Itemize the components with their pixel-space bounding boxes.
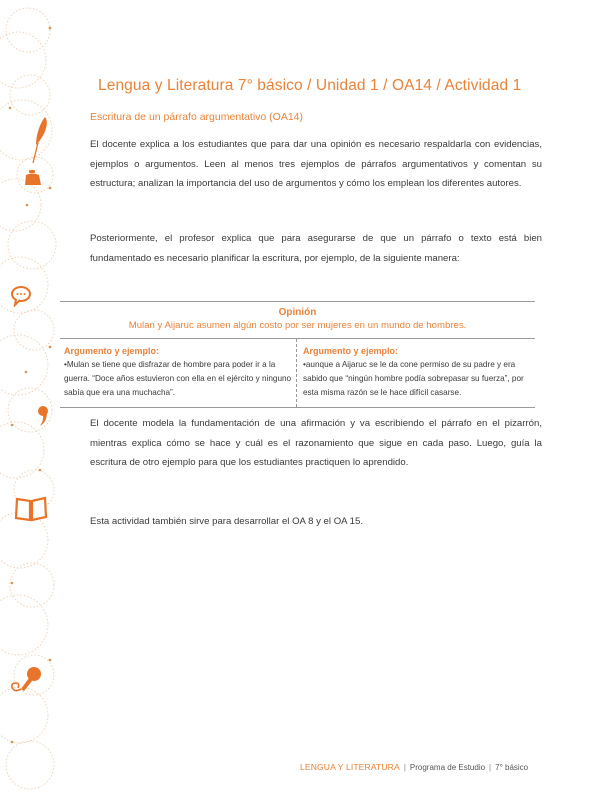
argument-planning-table xyxy=(60,301,535,408)
opinion-row xyxy=(60,302,535,339)
footer-program: Programa de Estudio xyxy=(409,763,486,772)
comma-icon xyxy=(37,405,49,427)
argument-column-1 xyxy=(60,339,297,407)
arguments-row xyxy=(60,339,535,408)
inkpot-icon xyxy=(23,170,43,186)
footer-subject: LENGUA Y LITERATURA xyxy=(300,762,400,772)
opinion-label: Opinión xyxy=(278,307,317,318)
paragraph-planning: Posteriormente, el profesor explica que para asegurarse de que un párrafo o texto está bien fundamentado es necesario planificar la escritura, por ejemplo, de la siguiente manera: xyxy=(90,233,542,264)
microphone-icon xyxy=(8,665,44,695)
page-footer xyxy=(300,762,528,772)
footer-separator: | xyxy=(403,763,406,772)
argument-label: Argumento y ejemplo: xyxy=(64,346,160,356)
paragraph-note: Esta actividad también sirve para desarrollar el OA 8 y el OA 15. xyxy=(90,516,364,527)
argument-column-2 xyxy=(297,339,535,407)
speech-bubble-icon xyxy=(10,285,32,307)
argument-text: •Mulan se tiene que disfrazar de hombre para poder ir a la guerra. “Doce años estuvieron con ella en el ejército y ninguno sabía que era una muchacha”. xyxy=(64,360,292,397)
opinion-text: Mulan y Aijaruc asumen algún costo por ser mujeres en un mundo de hombres. xyxy=(128,320,467,331)
footer-separator: | xyxy=(489,763,492,772)
paragraph-intro: El docente explica a los estudiantes que para dar una opinión es necesario respaldarla con evidencias, ejemplos o argumentos. Leen al menos tres ejemplos de párrafos argumentativos y comentan su estructura; analizan la importancia del uso de argumentos y cómo los emplean los diferentes autores. xyxy=(90,139,542,189)
feather-quill-icon xyxy=(30,115,50,165)
argument-label: Argumento y ejemplo: xyxy=(303,346,399,356)
argument-text: •aunque a Aijaruc se le da cone permiso de su padre y era sabido que “ningún hombre podía sobrepasar su fuerza”, por esta misma razón se le hace difícil casarse. xyxy=(303,360,524,397)
footer-grade: 7° básico xyxy=(495,763,529,772)
paragraph-modeling: El docente modela la fundamentación de una afirmación y va escribiendo el párrafo en el pizarrón, mientras explica cómo se hace y cuál es el razonamiento que sigue en cada paso. Luego, guía la escritura de otro ejemplo para que los estudiantes practiquen lo aprendido. xyxy=(90,418,542,468)
open-book-icon xyxy=(14,495,48,523)
page-title: Lengua y Literatura 7° básico / Unidad 1 / OA14 / Actividad 1 xyxy=(98,77,522,94)
section-subtitle: Escritura de un párrafo argumentativo (OA14) xyxy=(90,111,304,123)
